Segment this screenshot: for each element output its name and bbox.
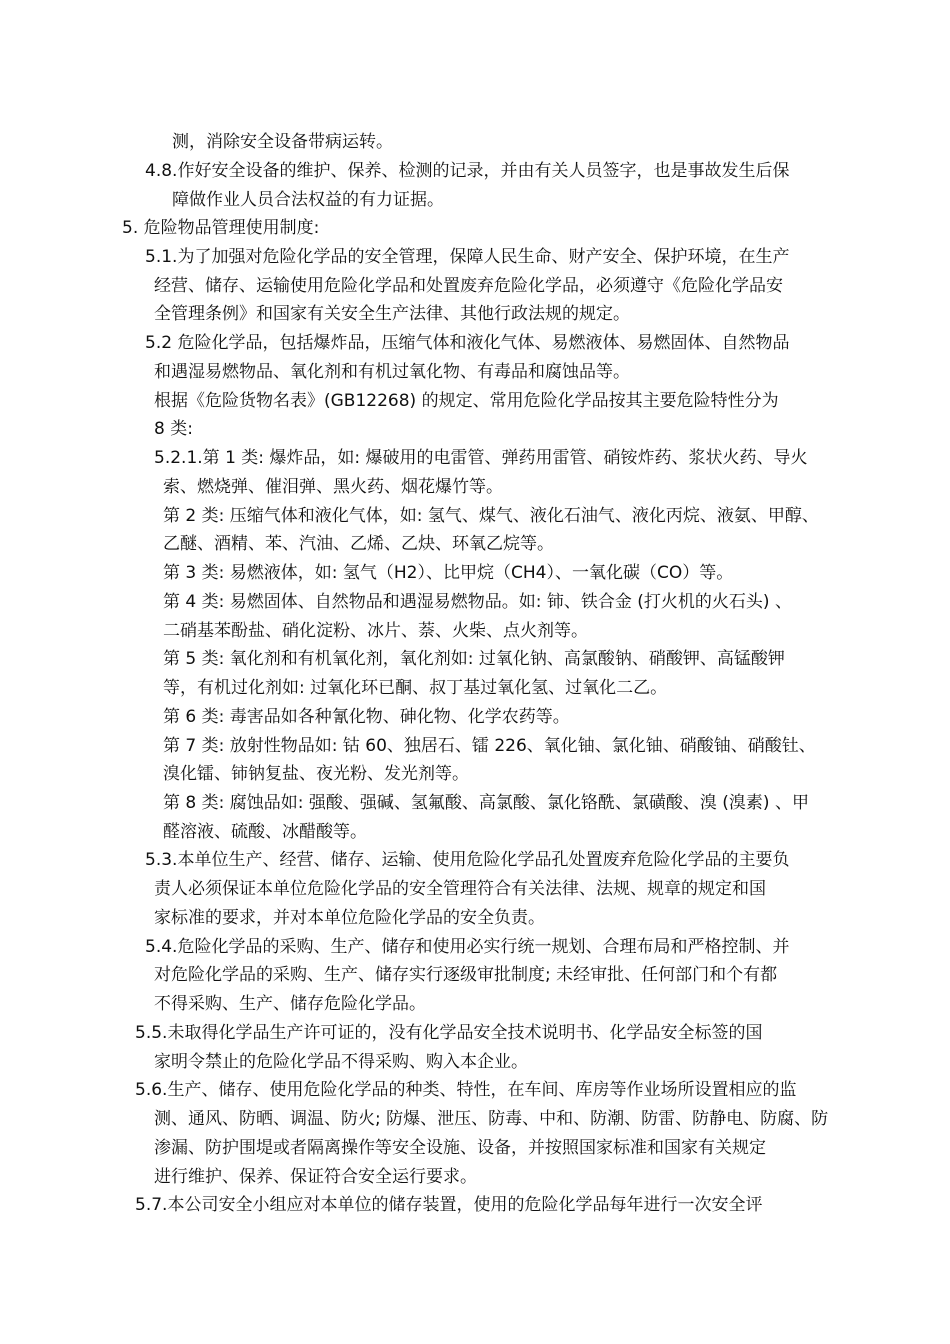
text-line: 测、通风、防晒、调温、防火; 防爆、泄压、防毒、中和、防潮、防雷、防静电、防腐、防 xyxy=(154,1109,829,1129)
text-line: 5.4.危险化学品的采购、生产、储存和使用必实行统一规划、合理布局和严格控制、并 xyxy=(145,937,790,957)
text-line: 经营、储存、运输使用危险化学品和处置废弃危险化学品，必须遵守《危险化学品安 xyxy=(154,276,783,296)
text-line: 索、燃烧弹、催泪弹、黑火药、烟花爆竹等。 xyxy=(163,477,503,497)
text-line: 家标准的要求，并对本单位危险化学品的安全负责。 xyxy=(154,908,545,928)
text-line: 测，消除安全设备带病运转。 xyxy=(172,132,393,152)
text-line: 4.8.作好安全设备的维护、保养、检测的记录，并由有关人员签字，也是事故发生后保 xyxy=(145,161,790,181)
text-line: 第 7 类: 放射性物品如: 钴 60、独居石、镭 226、氧化铀、氯化铀、硝酸铀、硝酸钍、 xyxy=(163,736,816,756)
text-line: 第 4 类: 易燃固体、自然物品和遇湿易燃物品。如: 铈、铁合金 (打火机的火石头) 、 xyxy=(163,592,792,612)
section-heading: 5. 危险物品管理使用制度: xyxy=(122,218,320,238)
text-line: 全管理条例》和国家有关安全生产法律、其他行政法规的规定。 xyxy=(154,304,630,324)
text-line: 第 8 类: 腐蚀品如: 强酸、强碱、氢氟酸、高氯酸、氯化铬酰、氯磺酸、溴 (溴素) 、甲 xyxy=(163,793,809,813)
text-line: 5.2.1.第 1 类: 爆炸品，如: 爆破用的电雷管、弹药用雷管、硝铵炸药、浆状火药、导火 xyxy=(154,448,808,468)
text-line: 和遇湿易燃物品、氧化剂和有机过氧化物、有毒品和腐蚀品等。 xyxy=(154,362,630,382)
text-line: 责人必须保证本单位危险化学品的安全管理符合有关法律、法规、规章的规定和国 xyxy=(154,879,766,899)
text-line: 溴化镭、铈钠复盐、夜光粉、发光剂等。 xyxy=(163,764,469,784)
text-line: 5.2 危险化学品，包括爆炸品，压缩气体和液化气体、易燃液体、易燃固体、自然物品 xyxy=(145,333,790,353)
text-line: 第 3 类: 易燃液体，如: 氢气（H2）、比甲烷（CH4）、一氧化碳（CO）等。 xyxy=(163,563,734,583)
text-line: 5.5.未取得化学品生产许可证的，没有化学品安全技术说明书、化学品安全标签的国 xyxy=(135,1023,763,1043)
text-line: 第 5 类: 氧化剂和有机氧化剂，氧化剂如: 过氧化钠、高氯酸钠、硝酸钾、高锰酸钾 xyxy=(163,649,785,669)
text-line: 5.3.本单位生产、经营、储存、运输、使用危险化学品孔处置废弃危险化学品的主要负 xyxy=(145,850,790,870)
text-line: 进行维护、保养、保证符合安全运行要求。 xyxy=(154,1167,477,1187)
text-line: 5.7.本公司安全小组应对本单位的储存装置，使用的危险化学品每年进行一次安全评 xyxy=(135,1195,763,1215)
text-line: 二硝基苯酚盐、硝化淀粉、冰片、萘、火柴、点火剂等。 xyxy=(163,621,588,641)
text-line: 8 类: xyxy=(154,419,193,439)
text-line: 等，有机过化剂如: 过氧化环已酮、叔丁基过氧化氢、过氧化二乙。 xyxy=(163,678,668,698)
text-line: 渗漏、防护围堤或者隔离操作等安全设施、设备，并按照国家标准和国家有关规定 xyxy=(154,1138,766,1158)
text-line: 5.1.为了加强对危险化学品的安全管理，保障人民生命、财产安全、保护环境，在生产 xyxy=(145,247,790,267)
text-line: 对危险化学品的采购、生产、储存实行逐级审批制度; 未经审批、任何部门和个有都 xyxy=(154,965,778,985)
text-line: 5.6.生产、储存、使用危险化学品的种类、特性，在车间、库房等作业场所设置相应的监 xyxy=(135,1080,797,1100)
text-line: 根据《危险货物名表》(GB12268) 的规定、常用危险化学品按其主要危险特性分为 xyxy=(154,391,779,411)
text-line: 第 6 类: 毒害品如各种氰化物、砷化物、化学农药等。 xyxy=(163,707,570,727)
text-line: 第 2 类: 压缩气体和液化气体，如: 氢气、煤气、液化石油气、液化丙烷、液氨、甲醇、 xyxy=(163,506,819,526)
text-line: 障做作业人员合法权益的有力证据。 xyxy=(172,190,444,210)
text-line: 家明令禁止的危险化学品不得采购、购入本企业。 xyxy=(154,1052,528,1072)
text-line: 乙醚、酒精、苯、汽油、乙烯、乙炔、环氧乙烷等。 xyxy=(163,534,554,554)
text-line: 醛溶液、硫酸、冰醋酸等。 xyxy=(163,822,367,842)
text-line: 不得采购、生产、储存危险化学品。 xyxy=(154,994,426,1014)
